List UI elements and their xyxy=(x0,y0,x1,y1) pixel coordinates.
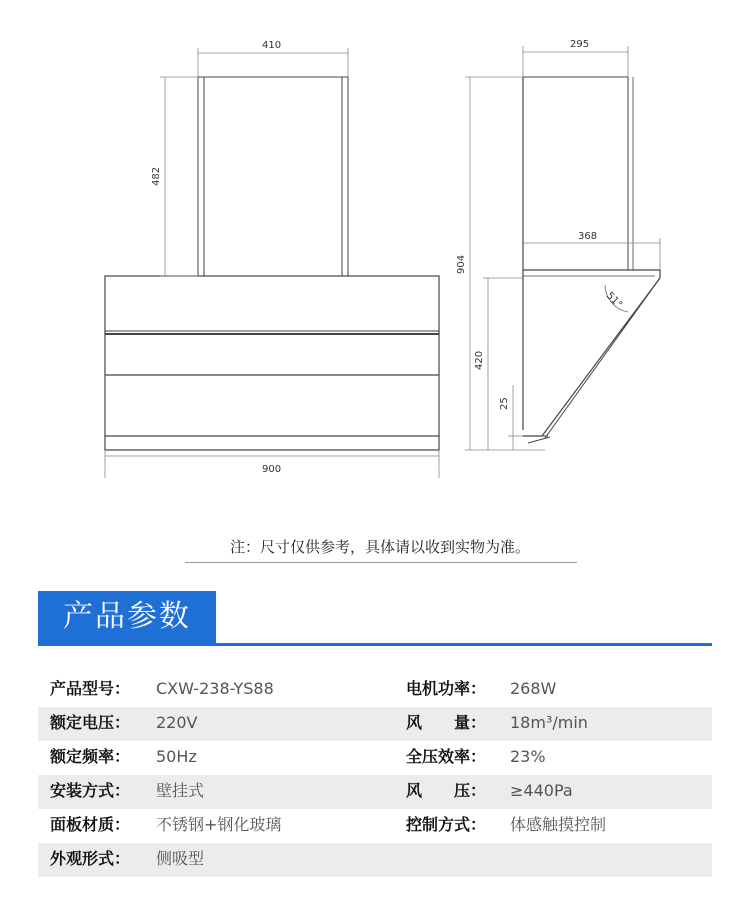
spec-label: 安装方式： xyxy=(50,781,131,800)
spec-value: 壁挂式 xyxy=(156,781,205,800)
spec-value: 220V xyxy=(156,713,198,732)
spec-label: 外观形式： xyxy=(50,849,131,868)
spec-row xyxy=(38,809,712,843)
spec-table xyxy=(38,673,712,877)
front-chimney xyxy=(198,77,348,276)
spec-value: 体感触摸控制 xyxy=(510,815,607,834)
spec-value: 268W xyxy=(510,679,557,698)
spec-value: 23% xyxy=(510,747,546,766)
spec-label: 额定频率： xyxy=(50,747,131,766)
dim-420: 420 xyxy=(474,350,485,370)
spec-label: 电机功率： xyxy=(406,679,487,698)
dim-angle: 51° xyxy=(603,290,625,311)
spec-label: 额定电压： xyxy=(50,713,131,732)
dim-295: 295 xyxy=(570,39,590,50)
spec-value: ≥440Pa xyxy=(510,781,573,800)
spec-row xyxy=(38,775,712,809)
spec-value: 侧吸型 xyxy=(156,849,205,868)
note-underline xyxy=(185,562,577,563)
dim-482: 482 xyxy=(151,166,162,186)
dim-904: 904 xyxy=(456,254,467,274)
spec-row xyxy=(38,707,712,741)
spec-label: 风 量： xyxy=(406,713,487,732)
spec-row xyxy=(38,843,712,877)
dim-368: 368 xyxy=(578,231,598,242)
spec-label: 面板材质： xyxy=(50,815,131,834)
spec-value: 不锈钢+钢化玻璃 xyxy=(156,815,282,834)
spec-value: CXW-238-YS88 xyxy=(156,679,274,698)
spec-label: 产品型号： xyxy=(50,679,131,698)
spec-label: 风 压： xyxy=(406,781,487,800)
front-body xyxy=(105,276,439,450)
dim-900: 900 xyxy=(262,464,282,475)
spec-label: 全压效率： xyxy=(406,747,487,766)
dim-25: 25 xyxy=(499,397,510,410)
side-view xyxy=(465,46,660,450)
spec-row xyxy=(38,673,712,707)
spec-value: 50Hz xyxy=(156,747,197,766)
disclaimer-note: 注：尺寸仅供参考，具体请以收到实物为准。 xyxy=(229,538,530,556)
section-divider xyxy=(38,643,712,646)
spec-row xyxy=(38,741,712,775)
dim-410: 410 xyxy=(262,40,282,51)
front-view xyxy=(105,48,439,478)
section-title: 产品参数 xyxy=(38,591,216,643)
spec-label: 控制方式： xyxy=(406,815,487,834)
spec-value: 18m³/min xyxy=(510,713,588,732)
